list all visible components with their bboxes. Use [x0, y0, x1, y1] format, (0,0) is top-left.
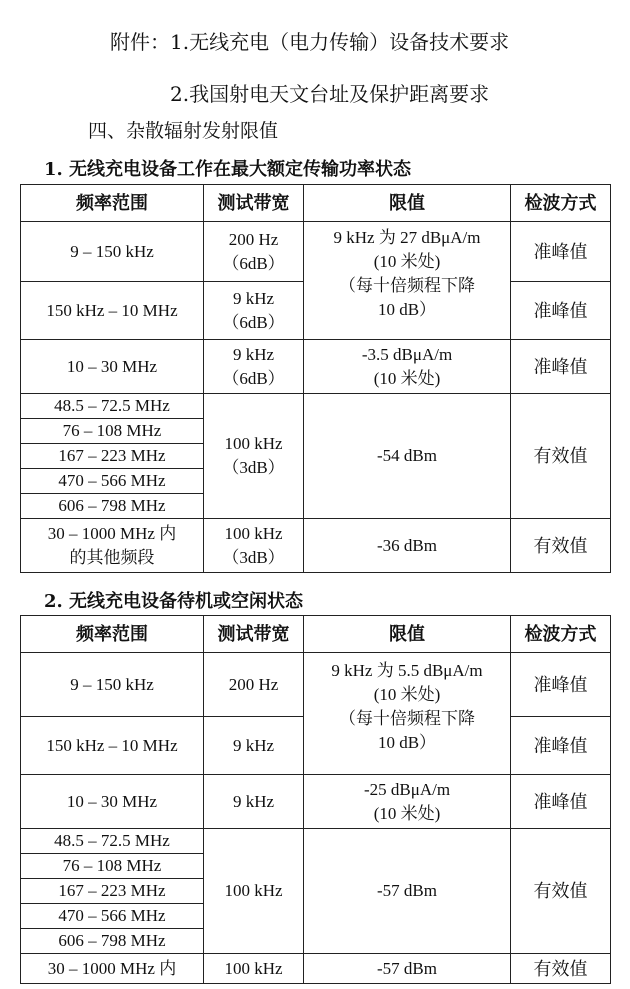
band-freq-cell: 48.5 – 72.5 MHz [21, 829, 204, 854]
limit-line: (10 米处) [373, 368, 441, 388]
band-freq-cell: 606 – 798 MHz [21, 929, 204, 954]
detector-cell: 准峰值 [511, 653, 611, 717]
detector-cell: 准峰值 [511, 282, 611, 340]
detector-cell: 准峰值 [511, 775, 611, 829]
band-freq-cell: 606 – 798 MHz [21, 494, 204, 519]
bandwidth-note: （3dB） [222, 458, 285, 477]
bandwidth-cell [204, 222, 304, 282]
limit-cell: -36 dBm [304, 519, 511, 573]
header-frequency-range: 频率范围 [21, 185, 204, 222]
limit-line: 10 dB） [377, 300, 437, 319]
freq-cell: 10 – 30 MHz [21, 775, 204, 829]
limit-cell: -57 dBm [304, 829, 511, 954]
table-row [21, 653, 611, 717]
limit-cell [304, 775, 511, 829]
detector-cell: 准峰值 [511, 717, 611, 775]
table1-header-row [21, 185, 611, 222]
bandwidth-cell [204, 519, 304, 573]
table-row [21, 829, 611, 854]
header-test-bandwidth: 测试带宽 [204, 616, 304, 653]
bandwidth-cell: 9 kHz [204, 717, 304, 775]
freq-cell [21, 519, 204, 573]
band-freq-cell: 470 – 566 MHz [21, 469, 204, 494]
limit-line: (10 米处) [373, 803, 441, 823]
table2-header-row [21, 616, 611, 653]
limit-line: 10 dB） [377, 733, 437, 752]
limit-line: (10 米处) [373, 685, 441, 704]
limit-line: 9 kHz 为 27 dBμA/m [333, 228, 481, 247]
header-test-bandwidth: 测试带宽 [204, 185, 304, 222]
attachment-line-2: 2.我国射电天文台址及保护距离要求 [170, 82, 490, 106]
band-freq-cell: 76 – 108 MHz [21, 854, 204, 879]
table1-title: 1. 无线充电设备工作在最大额定传输功率状态 [44, 159, 412, 180]
freq-line: 的其他频段 [69, 547, 155, 567]
freq-cell: 150 kHz – 10 MHz [21, 717, 204, 775]
limit-line: -3.5 dBμA/m [361, 344, 453, 364]
detector-cell: 准峰值 [511, 340, 611, 394]
band-freq-cell: 167 – 223 MHz [21, 444, 204, 469]
bandwidth-value: 200 Hz [228, 229, 279, 249]
limit-cell: -57 dBm [304, 954, 511, 984]
detector-cell: 有效值 [511, 394, 611, 519]
section-title: 四、杂散辐射发射限值 [88, 120, 279, 142]
limit-cell: -54 dBm [304, 394, 511, 519]
detector-cell: 有效值 [511, 519, 611, 573]
bandwidth-note: （6dB） [222, 368, 285, 388]
detector-cell: 准峰值 [511, 222, 611, 282]
limit-line: 9 kHz 为 5.5 dBμA/m [331, 661, 483, 680]
bandwidth-value: 100 kHz [224, 434, 283, 453]
bandwidth-cell [204, 282, 304, 340]
freq-cell: 150 kHz – 10 MHz [21, 282, 204, 340]
table1 [20, 184, 611, 573]
limit-line: (10 米处) [373, 252, 441, 271]
bandwidth-value: 9 kHz [232, 344, 275, 364]
limit-line: -25 dBμA/m [363, 779, 451, 799]
bandwidth-note: （6dB） [222, 253, 285, 273]
table2-title: 2. 无线充电设备待机或空闲状态 [44, 591, 304, 612]
header-detector: 检波方式 [511, 616, 611, 653]
band-freq-cell: 167 – 223 MHz [21, 879, 204, 904]
bandwidth-value: 9 kHz [232, 288, 275, 308]
freq-cell: 30 – 1000 MHz 内 [21, 954, 204, 984]
bandwidth-note: （3dB） [222, 547, 285, 567]
band-freq-cell: 48.5 – 72.5 MHz [21, 394, 204, 419]
table-row [21, 340, 611, 394]
attachment-line-1: 附件：1.无线充电（电力传输）设备技术要求 [110, 30, 510, 54]
limit-cell [304, 653, 511, 775]
detector-cell: 有效值 [511, 829, 611, 954]
limit-line: （每十倍频程下降 [339, 709, 475, 728]
header-detector: 检波方式 [511, 185, 611, 222]
freq-cell: 9 – 150 kHz [21, 222, 204, 282]
band-freq-cell: 470 – 566 MHz [21, 904, 204, 929]
table-row [21, 775, 611, 829]
header-frequency-range: 频率范围 [21, 616, 204, 653]
bandwidth-cell [204, 394, 304, 519]
bandwidth-note: （6dB） [222, 312, 285, 332]
bandwidth-value: 100 kHz [224, 523, 283, 543]
freq-line: 30 – 1000 MHz 内 [47, 523, 177, 543]
limit-cell [304, 340, 511, 394]
band-freq-cell: 76 – 108 MHz [21, 419, 204, 444]
table-row [21, 394, 611, 419]
table-row [21, 222, 611, 282]
freq-cell: 9 – 150 kHz [21, 653, 204, 717]
limit-line: （每十倍频程下降 [339, 276, 475, 295]
table2 [20, 615, 611, 984]
header-limit: 限值 [304, 616, 511, 653]
bandwidth-cell: 100 kHz [204, 954, 304, 984]
bandwidth-cell: 9 kHz [204, 775, 304, 829]
limit-cell [304, 222, 511, 340]
bandwidth-cell: 200 Hz [204, 653, 304, 717]
bandwidth-cell: 100 kHz [204, 829, 304, 954]
bandwidth-cell [204, 340, 304, 394]
table-row [21, 519, 611, 573]
freq-cell: 10 – 30 MHz [21, 340, 204, 394]
header-limit: 限值 [304, 185, 511, 222]
table-row [21, 954, 611, 984]
detector-cell: 有效值 [511, 954, 611, 984]
